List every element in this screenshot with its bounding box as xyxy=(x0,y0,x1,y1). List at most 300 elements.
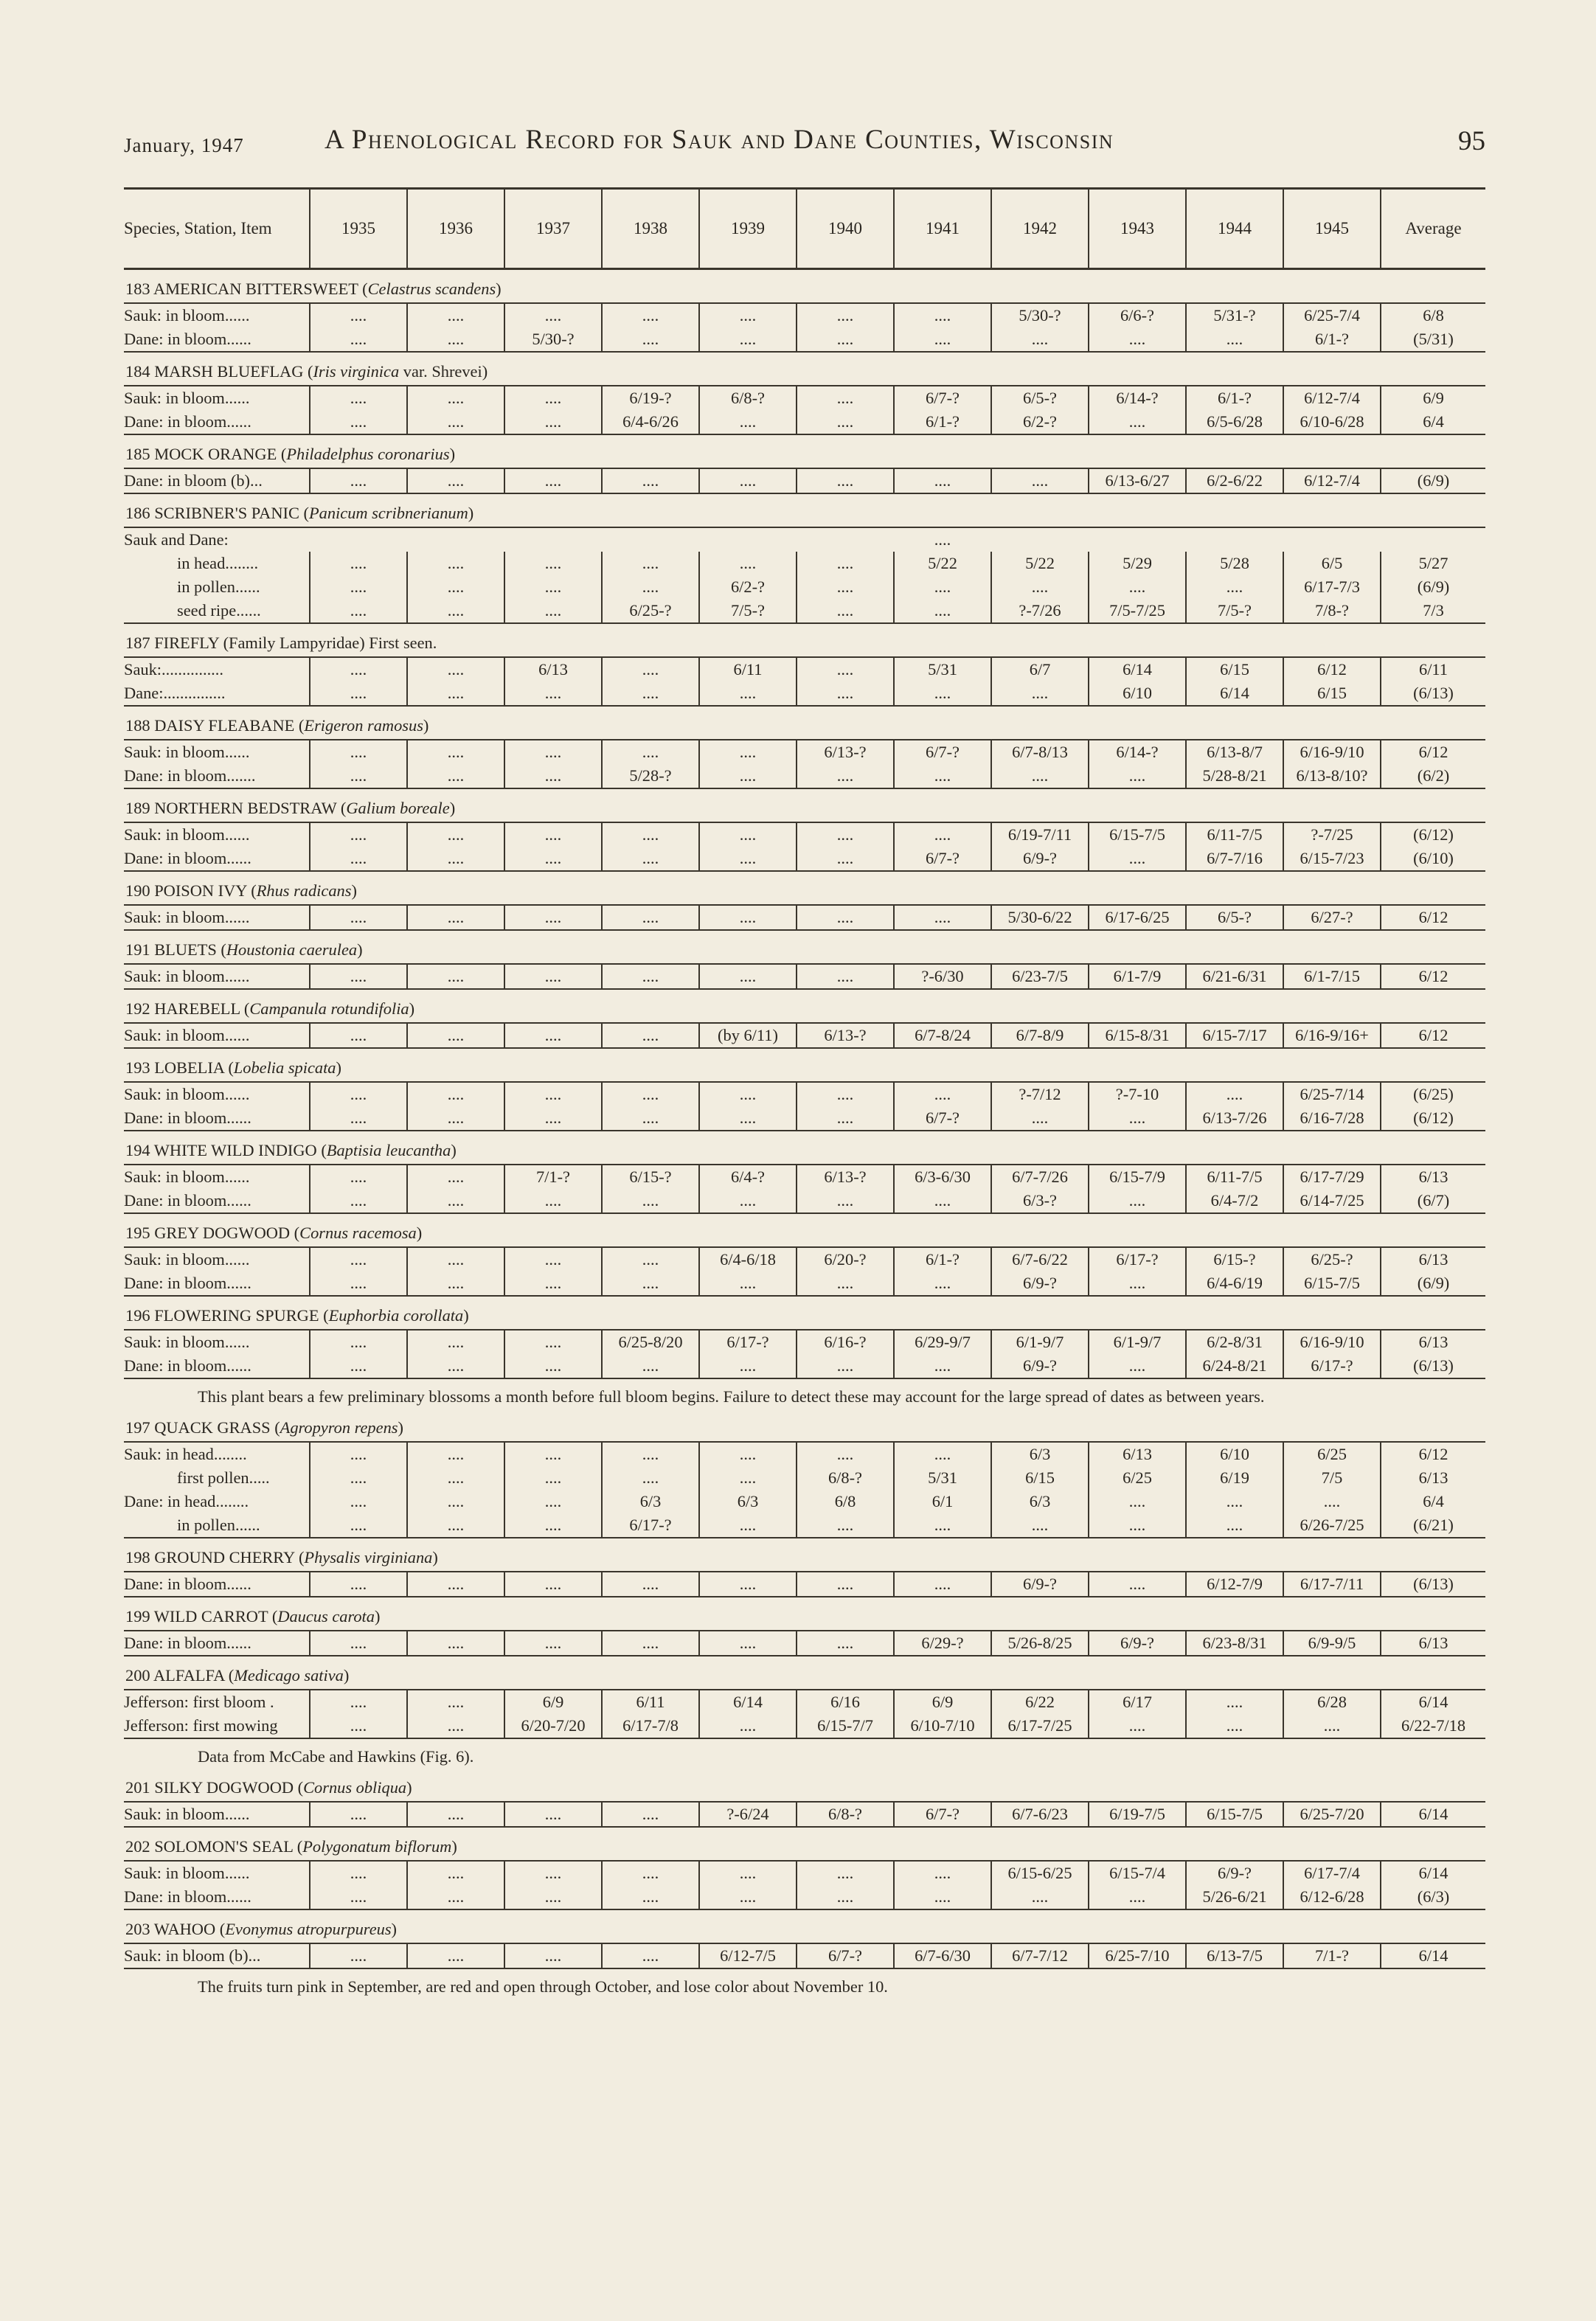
date-cell: .... xyxy=(602,1442,699,1466)
date-cell: 5/30-? xyxy=(504,327,602,352)
row-label: in head........ xyxy=(177,554,259,572)
date-cell: .... xyxy=(797,1106,894,1131)
date-cell: 6/9-? xyxy=(991,1572,1089,1597)
species-common-name: SCRIBNER'S PANIC xyxy=(154,504,299,522)
date-cell: 6/11 xyxy=(602,1690,699,1714)
date-cell: .... xyxy=(1186,1513,1283,1538)
date-cell: .... xyxy=(504,1023,602,1048)
date-cell: .... xyxy=(504,1943,602,1968)
date-cell: .... xyxy=(504,681,602,706)
date-cell: 6/16 xyxy=(797,1690,894,1714)
species-number: 200 xyxy=(125,1666,150,1685)
date-cell: .... xyxy=(894,327,991,352)
date-cell: .... xyxy=(699,552,797,575)
species-latin-name: Polygonatum biflorum xyxy=(302,1837,452,1856)
date-cell: .... xyxy=(1186,575,1283,599)
table-row xyxy=(124,905,1485,930)
row-label: Sauk: in head........ xyxy=(124,1445,247,1463)
date-cell: .... xyxy=(504,1247,602,1271)
date-cell: .... xyxy=(894,1885,991,1909)
date-cell: 6/7-6/22 xyxy=(991,1247,1089,1271)
date-cell: .... xyxy=(310,964,407,989)
date-cell: .... xyxy=(894,1271,991,1296)
date-cell: .... xyxy=(407,822,504,847)
date-cell: .... xyxy=(602,657,699,681)
date-cell: .... xyxy=(602,1189,699,1213)
date-cell: 6/7-6/30 xyxy=(894,1943,991,1968)
date-cell: 6/14-? xyxy=(1089,386,1186,410)
date-cell: .... xyxy=(1089,1513,1186,1538)
table-row xyxy=(124,1106,1485,1131)
date-cell: .... xyxy=(310,575,407,599)
date-cell: 6/13 xyxy=(1381,1247,1485,1271)
date-cell: 7/1-? xyxy=(504,1165,602,1189)
row-label: Dane: in bloom...... xyxy=(124,1106,310,1131)
date-cell: 6/25-? xyxy=(1283,1247,1381,1271)
date-cell: 5/31 xyxy=(894,1466,991,1490)
date-cell: .... xyxy=(407,1802,504,1827)
species-latin-name: Houstonia caerulea xyxy=(226,940,358,959)
date-cell: 6/7-7/12 xyxy=(991,1943,1089,1968)
date-cell: 6/25-7/10 xyxy=(1089,1943,1186,1968)
date-cell: 6/7-? xyxy=(894,740,991,764)
species-common-name: FLOWERING SPURGE xyxy=(154,1306,319,1325)
date-cell: .... xyxy=(797,964,894,989)
date-cell: 7/5 xyxy=(1283,1466,1381,1490)
table-row xyxy=(124,1572,1485,1597)
date-cell: 6/15-7/23 xyxy=(1283,847,1381,871)
date-cell: .... xyxy=(699,1714,797,1738)
date-cell: (6/7) xyxy=(1381,1189,1485,1213)
row-label: Dane: in head........ xyxy=(124,1492,249,1510)
date-cell: 6/14 xyxy=(1186,681,1283,706)
date-cell: 6/7-8/9 xyxy=(991,1023,1089,1048)
date-cell xyxy=(1283,527,1381,552)
date-cell: .... xyxy=(1089,1271,1186,1296)
row-label: Dane:............... xyxy=(124,681,310,706)
date-cell: 6/13-? xyxy=(797,740,894,764)
species-common-name: SOLOMON'S SEAL xyxy=(154,1837,294,1856)
date-cell: .... xyxy=(797,1442,894,1466)
date-cell xyxy=(1186,527,1283,552)
date-cell: ?-7/26 xyxy=(991,599,1089,623)
date-cell: 5/22 xyxy=(894,552,991,575)
table-row xyxy=(124,1861,1485,1885)
date-cell: .... xyxy=(407,1631,504,1656)
species-heading-row xyxy=(124,1131,1485,1165)
row-label: Sauk: in bloom...... xyxy=(124,964,310,989)
date-cell: 6/9-? xyxy=(991,847,1089,871)
date-cell: 7/8-? xyxy=(1283,599,1381,623)
date-cell: 6/20-? xyxy=(797,1247,894,1271)
date-cell: .... xyxy=(1186,1082,1283,1106)
date-cell: 6/13-8/7 xyxy=(1186,740,1283,764)
date-cell: 6/9-9/5 xyxy=(1283,1631,1381,1656)
species-number: 199 xyxy=(125,1607,150,1626)
species-common-name: AMERICAN BITTERSWEET xyxy=(153,280,358,298)
date-cell: 6/1-? xyxy=(1186,386,1283,410)
species-common-name: FIREFLY xyxy=(154,634,219,652)
species-heading: 202 SOLOMON'S SEAL (Polygonatum biflorum) xyxy=(124,1827,1485,1861)
date-cell: 6/28 xyxy=(1283,1690,1381,1714)
date-cell: .... xyxy=(407,764,504,788)
species-number: 191 xyxy=(125,940,150,959)
date-cell: 6/13-8/10? xyxy=(1283,764,1381,788)
date-cell: 6/11 xyxy=(699,657,797,681)
species-common-name: LOBELIA xyxy=(154,1058,224,1077)
date-cell: .... xyxy=(699,964,797,989)
species-heading: 201 SILKY DOGWOOD (Cornus obliqua) xyxy=(124,1769,1485,1802)
date-cell: 6/11 xyxy=(1381,657,1485,681)
date-cell xyxy=(699,527,797,552)
table-row xyxy=(124,1631,1485,1656)
date-cell: .... xyxy=(310,1714,407,1738)
date-cell: .... xyxy=(407,1330,504,1354)
date-cell: 6/13-7/26 xyxy=(1186,1106,1283,1131)
date-cell: .... xyxy=(1089,1189,1186,1213)
date-cell: .... xyxy=(602,1354,699,1378)
date-cell: .... xyxy=(504,1466,602,1490)
date-cell: (by 6/11) xyxy=(699,1023,797,1048)
date-cell: 6/3 xyxy=(991,1490,1089,1513)
date-cell: .... xyxy=(602,575,699,599)
date-cell: .... xyxy=(310,1943,407,1968)
table-row xyxy=(124,1466,1485,1490)
date-cell: .... xyxy=(602,1247,699,1271)
date-cell: .... xyxy=(699,822,797,847)
date-cell: .... xyxy=(602,822,699,847)
species-heading-row xyxy=(124,1296,1485,1330)
date-cell xyxy=(1089,527,1186,552)
date-cell: .... xyxy=(699,764,797,788)
date-cell: .... xyxy=(894,1861,991,1885)
date-cell: .... xyxy=(797,1271,894,1296)
date-cell: 6/4-6/19 xyxy=(1186,1271,1283,1296)
date-cell: 6/1-7/15 xyxy=(1283,964,1381,989)
date-cell: 6/14 xyxy=(1381,1943,1485,1968)
date-cell: .... xyxy=(797,410,894,434)
date-cell: .... xyxy=(699,468,797,493)
col-header: 1940 xyxy=(797,189,894,269)
species-heading-row xyxy=(124,788,1485,822)
date-cell: .... xyxy=(310,1466,407,1490)
row-label: Dane: in bloom...... xyxy=(124,847,310,871)
date-cell: .... xyxy=(310,1572,407,1597)
date-cell: .... xyxy=(934,530,951,549)
species-common-name: GREY DOGWOOD xyxy=(154,1224,291,1242)
date-cell: 6/2-? xyxy=(699,575,797,599)
date-cell: .... xyxy=(797,1354,894,1378)
date-cell: .... xyxy=(797,599,894,623)
species-common-name: WHITE WILD INDIGO xyxy=(153,1141,317,1159)
row-label: Sauk: in bloom...... xyxy=(124,1333,250,1351)
date-cell: 6/19-7/5 xyxy=(1089,1802,1186,1827)
species-common-name: DAISY FLEABANE xyxy=(154,716,295,735)
table-row xyxy=(124,1271,1485,1296)
date-cell: .... xyxy=(310,740,407,764)
row-label: Jefferson: first mowing xyxy=(124,1714,310,1738)
col-header: 1944 xyxy=(1186,189,1283,269)
date-cell: 6/12 xyxy=(1381,1442,1485,1466)
date-cell: 6/15-8/31 xyxy=(1089,1023,1186,1048)
date-cell: .... xyxy=(504,1354,602,1378)
species-heading: 193 LOBELIA (Lobelia spicata) xyxy=(124,1048,1485,1082)
date-cell: 6/12-7/4 xyxy=(1283,468,1381,493)
date-cell: .... xyxy=(602,303,699,327)
date-cell: .... xyxy=(699,681,797,706)
date-cell: .... xyxy=(504,1513,602,1538)
date-cell: 6/4-6/26 xyxy=(602,410,699,434)
date-cell: .... xyxy=(310,764,407,788)
table-row xyxy=(124,410,1485,434)
date-cell: (6/13) xyxy=(1381,1572,1485,1597)
date-cell: .... xyxy=(310,1354,407,1378)
date-cell: .... xyxy=(310,1631,407,1656)
species-number: 201 xyxy=(125,1778,150,1797)
date-cell: (6/2) xyxy=(1381,764,1485,788)
date-cell: .... xyxy=(699,1442,797,1466)
date-cell: .... xyxy=(602,1106,699,1131)
date-cell: 6/7-? xyxy=(894,847,991,871)
col-header: 1942 xyxy=(991,189,1089,269)
date-cell xyxy=(310,527,407,552)
table-row xyxy=(124,1442,1485,1466)
date-cell: .... xyxy=(797,552,894,575)
date-cell: .... xyxy=(699,905,797,930)
species-heading-row xyxy=(124,1213,1485,1247)
row-label: in pollen...... xyxy=(177,577,260,596)
species-number: 189 xyxy=(125,799,150,817)
table-row xyxy=(124,657,1485,681)
date-cell: 6/19 xyxy=(1186,1466,1283,1490)
row-label: Sauk and Dane: xyxy=(124,530,229,549)
date-cell: .... xyxy=(1089,575,1186,599)
date-cell: .... xyxy=(310,552,407,575)
col-header: 1938 xyxy=(602,189,699,269)
date-cell: 6/17-6/25 xyxy=(1089,905,1186,930)
date-cell: .... xyxy=(699,1271,797,1296)
date-cell: 6/5 xyxy=(1283,552,1381,575)
date-cell: .... xyxy=(1089,1714,1186,1738)
date-cell: .... xyxy=(797,327,894,352)
species-common-name: ALFALFA xyxy=(153,1666,225,1685)
date-cell: 6/25-? xyxy=(602,599,699,623)
date-cell: 6/8-? xyxy=(699,386,797,410)
date-cell: 6/15-? xyxy=(1186,1247,1283,1271)
date-cell: 6/11-7/5 xyxy=(1186,822,1283,847)
date-cell: .... xyxy=(310,1861,407,1885)
species-heading: 200 ALFALFA (Medicago sativa) xyxy=(124,1656,1485,1690)
col-header: 1936 xyxy=(407,189,504,269)
date-cell: 7/1-? xyxy=(1283,1943,1381,1968)
species-number: 194 xyxy=(125,1141,150,1159)
date-cell: (6/9) xyxy=(1381,468,1485,493)
species-qualifier: var. Shrevei xyxy=(403,362,482,381)
date-cell: .... xyxy=(894,1572,991,1597)
date-cell: .... xyxy=(602,1082,699,1106)
date-cell: .... xyxy=(310,847,407,871)
table-row xyxy=(124,1943,1485,1968)
date-cell: .... xyxy=(504,1082,602,1106)
date-cell: 6/7-? xyxy=(894,1106,991,1131)
species-latin-name: Cornus obliqua xyxy=(303,1778,407,1797)
species-latin-name: Agropyron repens xyxy=(280,1418,398,1437)
date-cell: 6/13-? xyxy=(797,1165,894,1189)
date-cell: .... xyxy=(407,1165,504,1189)
row-label: Sauk: in bloom...... xyxy=(124,1085,250,1103)
date-cell xyxy=(797,527,894,552)
species-common-name: QUACK GRASS xyxy=(154,1418,271,1437)
species-heading: 198 GROUND CHERRY (Physalis virginiana) xyxy=(124,1538,1485,1572)
date-cell: .... xyxy=(699,1106,797,1131)
date-cell: .... xyxy=(797,1861,894,1885)
date-cell: .... xyxy=(407,575,504,599)
date-cell: .... xyxy=(797,386,894,410)
species-number: 193 xyxy=(125,1058,150,1077)
date-cell: 6/17-7/3 xyxy=(1283,575,1381,599)
date-cell: 6/1-? xyxy=(1283,327,1381,352)
col-header: 1941 xyxy=(894,189,991,269)
table-row xyxy=(124,764,1485,788)
date-cell: 6/1 xyxy=(894,1490,991,1513)
date-cell: .... xyxy=(407,681,504,706)
row-label: Dane: in bloom....... xyxy=(124,764,310,788)
date-cell: .... xyxy=(602,1943,699,1968)
issue-date: January, 1947 xyxy=(124,134,244,156)
date-cell: .... xyxy=(407,1572,504,1597)
species-latin-name: Galium boreale xyxy=(346,799,450,817)
date-cell: 6/10 xyxy=(1089,681,1186,706)
row-label: Dane: in bloom...... xyxy=(124,1271,310,1296)
date-cell: 7/5-? xyxy=(699,599,797,623)
date-cell: .... xyxy=(894,303,991,327)
species-heading-row xyxy=(124,871,1485,905)
date-cell: 6/12-7/5 xyxy=(699,1943,797,1968)
date-cell: 6/12 xyxy=(1283,657,1381,681)
date-cell: .... xyxy=(310,1490,407,1513)
date-cell: .... xyxy=(602,1466,699,1490)
date-cell: .... xyxy=(699,1631,797,1656)
row-label: Sauk: in bloom...... xyxy=(124,389,250,407)
row-label: Sauk: in bloom...... xyxy=(124,1864,250,1882)
date-cell: .... xyxy=(310,1885,407,1909)
date-cell: .... xyxy=(407,905,504,930)
date-cell xyxy=(602,527,699,552)
date-cell: .... xyxy=(602,327,699,352)
species-heading: 188 DAISY FLEABANE (Erigeron ramosus) xyxy=(124,706,1485,740)
date-cell: 6/3-? xyxy=(991,1189,1089,1213)
date-cell: .... xyxy=(407,1885,504,1909)
date-cell: .... xyxy=(894,1082,991,1106)
date-cell: 6/15-7/9 xyxy=(1089,1165,1186,1189)
species-heading-row xyxy=(124,706,1485,740)
date-cell: 6/27-? xyxy=(1283,905,1381,930)
date-cell: 6/16-9/10 xyxy=(1283,740,1381,764)
date-cell: 6/7 xyxy=(991,657,1089,681)
date-cell: 6/19-? xyxy=(602,386,699,410)
row-label: Dane: in bloom...... xyxy=(124,327,310,352)
species-number: 185 xyxy=(125,445,150,463)
date-cell: 6/8-? xyxy=(797,1466,894,1490)
row-label: in pollen...... xyxy=(124,1513,310,1538)
date-cell: .... xyxy=(602,1861,699,1885)
row-label: Dane: in bloom...... xyxy=(124,1572,310,1597)
date-cell: 6/16-7/28 xyxy=(1283,1106,1381,1131)
date-cell: 6/15-7/5 xyxy=(1283,1271,1381,1296)
date-cell: .... xyxy=(504,552,602,575)
species-number: 196 xyxy=(125,1306,150,1325)
species-heading: 199 WILD CARROT (Daucus carota) xyxy=(124,1597,1485,1631)
date-cell: 6/9 xyxy=(1381,386,1485,410)
species-number: 184 xyxy=(125,362,150,381)
date-cell: .... xyxy=(310,303,407,327)
date-cell: .... xyxy=(699,1466,797,1490)
date-cell: 6/15 xyxy=(1186,657,1283,681)
date-cell: 6/12-6/28 xyxy=(1283,1885,1381,1909)
date-cell: .... xyxy=(797,905,894,930)
date-cell: 6/15 xyxy=(991,1466,1089,1490)
date-cell: .... xyxy=(504,1490,602,1513)
date-cell: 6/4 xyxy=(1381,410,1485,434)
species-latin-name: Baptisia leucantha xyxy=(326,1141,451,1159)
date-cell: 6/2-8/31 xyxy=(1186,1330,1283,1354)
date-cell: (6/10) xyxy=(1381,847,1485,871)
species-note: This plant bears a few preliminary blossoms a month before full bloom begins. Failure to detect these may account for the large spread of dates as between years. xyxy=(198,1387,1265,1406)
date-cell: .... xyxy=(407,1189,504,1213)
species-heading: 185 MOCK ORANGE (Philadelphus coronarius) xyxy=(124,434,1485,468)
species-number: 195 xyxy=(125,1224,150,1242)
date-cell: 6/13 xyxy=(1381,1631,1485,1656)
species-heading-row xyxy=(124,493,1485,527)
col-header: Average xyxy=(1381,189,1485,269)
date-cell: 5/22 xyxy=(991,552,1089,575)
date-cell: 6/25-7/14 xyxy=(1283,1082,1381,1106)
date-cell: .... xyxy=(991,1106,1089,1131)
date-cell: .... xyxy=(407,303,504,327)
date-cell: 6/3 xyxy=(699,1490,797,1513)
date-cell: .... xyxy=(407,1714,504,1738)
species-number: 203 xyxy=(125,1920,150,1938)
species-common-name: WAHOO xyxy=(153,1920,216,1938)
date-cell: 6/7-8/24 xyxy=(894,1023,991,1048)
date-cell: 6/17-7/8 xyxy=(602,1714,699,1738)
date-cell: .... xyxy=(407,327,504,352)
species-common-name: NORTHERN BEDSTRAW xyxy=(154,799,337,817)
date-cell: .... xyxy=(602,1271,699,1296)
species-common-name: BLUETS xyxy=(154,940,217,959)
date-cell: 6/5-? xyxy=(991,386,1089,410)
table-row xyxy=(124,303,1485,327)
date-cell: .... xyxy=(407,964,504,989)
date-cell: 6/5-6/28 xyxy=(1186,410,1283,434)
row-label: Dane: in bloom (b)... xyxy=(124,468,310,493)
date-cell: 6/2-6/22 xyxy=(1186,468,1283,493)
species-latin-name: Celastrus scandens xyxy=(367,280,496,298)
row-label: Sauk: in bloom (b)... xyxy=(124,1943,310,1968)
date-cell: .... xyxy=(407,1354,504,1378)
date-cell: 6/16-9/16+ xyxy=(1283,1023,1381,1048)
date-cell: (6/25) xyxy=(1381,1082,1485,1106)
date-cell: 6/5-? xyxy=(1186,905,1283,930)
date-cell: .... xyxy=(602,964,699,989)
date-cell: 6/14-7/25 xyxy=(1283,1189,1381,1213)
date-cell xyxy=(407,527,504,552)
date-cell: .... xyxy=(504,1106,602,1131)
date-cell: (6/3) xyxy=(1381,1885,1485,1909)
date-cell: .... xyxy=(310,657,407,681)
date-cell: .... xyxy=(504,1189,602,1213)
date-cell: .... xyxy=(699,1885,797,1909)
